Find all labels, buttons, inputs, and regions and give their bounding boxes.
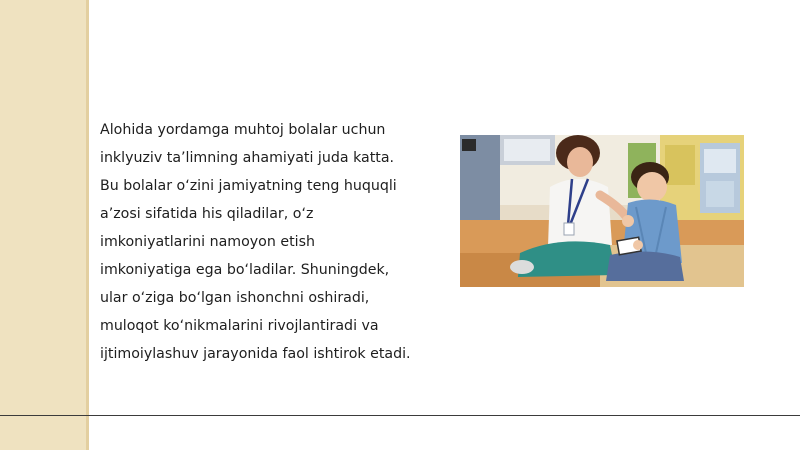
photo-illustration <box>460 135 744 287</box>
classroom-photo <box>460 135 744 287</box>
left-decorative-band <box>0 0 86 450</box>
body-paragraph: Alohida yordamga muhtoj bolalar uchun inklyuziv ta’limning ahamiyati juda katta. Bu bolalar o‘zini jamiyatning teng huquqli a’zosi sifatida his qiladilar, o‘z imkoniyatlarini namoyon etish imkoniyatiga ega bo‘ladilar. Shuningdek, ular o‘ziga bo‘lgan ishonchni oshiradi, muloqot ko‘nikmalarini rivojlantiradi va ijtimoiylashuv jarayonida faol ishtirok etadi. <box>100 122 411 362</box>
bottom-divider-line <box>0 415 800 416</box>
left-band-edge <box>86 0 89 450</box>
